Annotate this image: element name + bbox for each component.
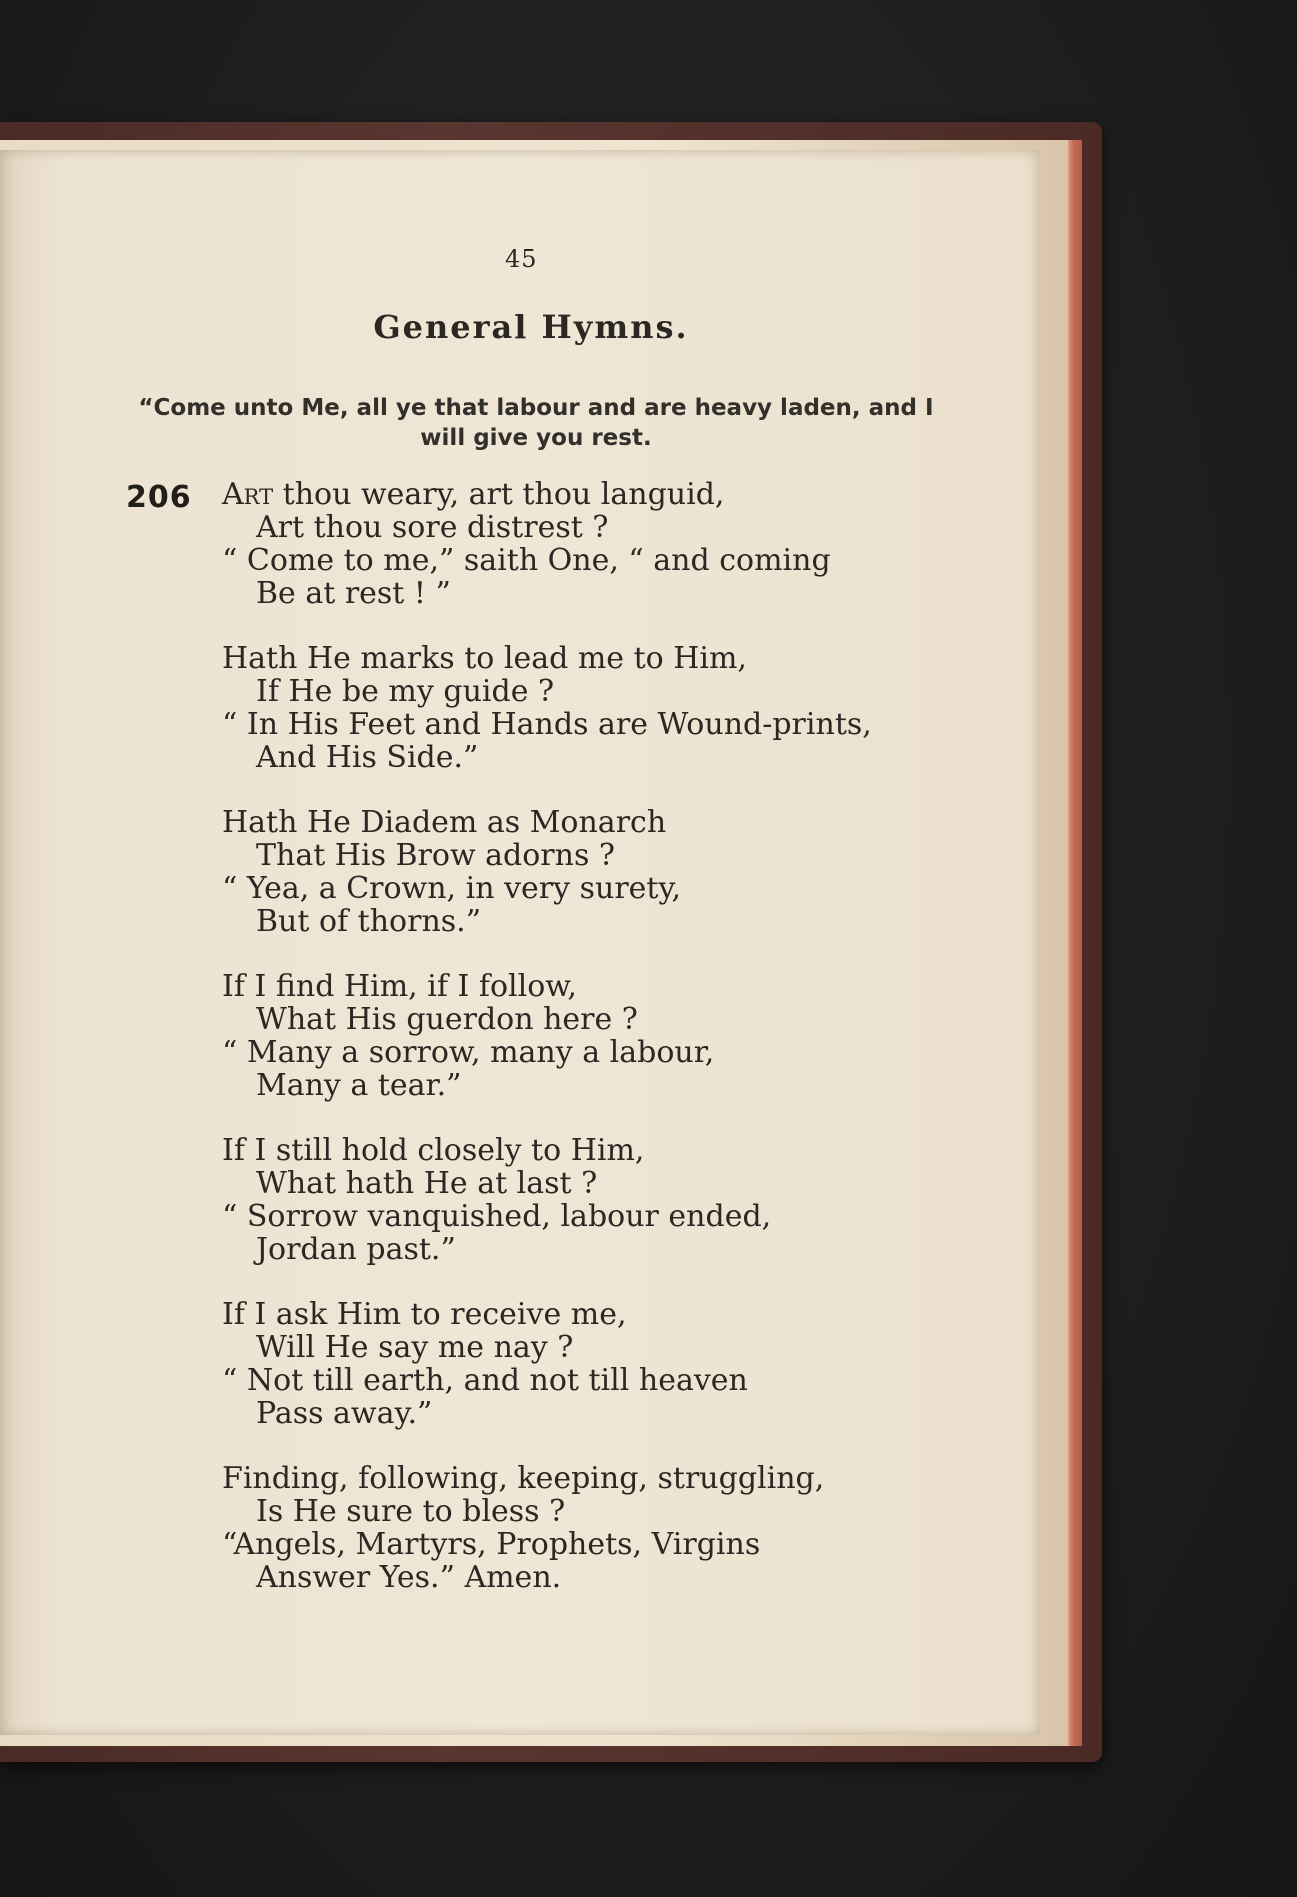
stanza-5 (222, 1134, 872, 1266)
hymn-line: “ Yea, a Crown, in very surety, (222, 871, 681, 906)
stanza-1 (222, 478, 872, 610)
hymn-line: “ Many a sorrow, many a labour, (222, 1035, 715, 1070)
hymn-line: Pass away.” (256, 1396, 433, 1431)
stanza-2 (222, 642, 872, 774)
hymn-line: “ Not till earth, and not till heaven (222, 1363, 748, 1398)
hymn-line: Be at rest ! ” (256, 576, 451, 611)
hymn-number: 206 (126, 480, 192, 515)
hymn-line: Many a tear.” (256, 1068, 462, 1103)
hymn-line: “ In His Feet and Hands are Wound-prints, (222, 707, 872, 742)
hymn-line: Answer Yes.” Amen. (256, 1560, 562, 1595)
hymn-line: Finding, following, keeping, struggling, (222, 1461, 825, 1496)
hymn-line: If He be my guide ? (256, 674, 555, 709)
hymn-line: What hath He at last ? (256, 1166, 598, 1201)
hymn-line: If I still hold closely to Him, (222, 1133, 645, 1168)
page-number: 45 (505, 245, 538, 273)
hymn-line: But of thorns.” (256, 904, 482, 939)
hymn-line: Art thou sore distrest ? (256, 510, 609, 545)
hymn-line: Hath He marks to lead me to Him, (222, 641, 747, 676)
hymn-line: Is He sure to bless ? (256, 1494, 566, 1529)
stanza-7 (222, 1462, 872, 1594)
epigraph: “Come unto Me, all ye that labour and are heavy laden, and I will give you rest. (138, 395, 934, 451)
stanza-4 (222, 970, 872, 1102)
hymn-line: Hath He Diadem as Monarch (222, 805, 667, 840)
first-line-rest: thou weary, art thou languid, (273, 477, 725, 512)
stanza-3 (222, 806, 872, 938)
hymn-line: If I find Him, if I follow, (222, 969, 577, 1004)
hymn-line: “ Sorrow vanquished, labour ended, (222, 1199, 772, 1234)
hymn-line: If I ask Him to receive me, (222, 1297, 627, 1332)
hymn-line: That His Brow adorns ? (256, 838, 615, 873)
hymn-line (222, 478, 872, 511)
stanza-6 (222, 1298, 872, 1430)
hymn-line: And His Side.” (256, 740, 479, 775)
section-title: General Hymns. (373, 308, 689, 346)
hymn-line: Jordan past.” (256, 1232, 456, 1267)
hymn-line: What His guerdon here ? (256, 1002, 638, 1037)
hymn-line: “Angels, Martyrs, Prophets, Virgins (222, 1527, 761, 1562)
hymn-line: “ Come to me,” saith One, “ and coming (222, 543, 831, 578)
hymn-text (222, 478, 872, 1626)
first-word: Art (222, 477, 274, 512)
hymn-line: Will He say me nay ? (256, 1330, 574, 1365)
